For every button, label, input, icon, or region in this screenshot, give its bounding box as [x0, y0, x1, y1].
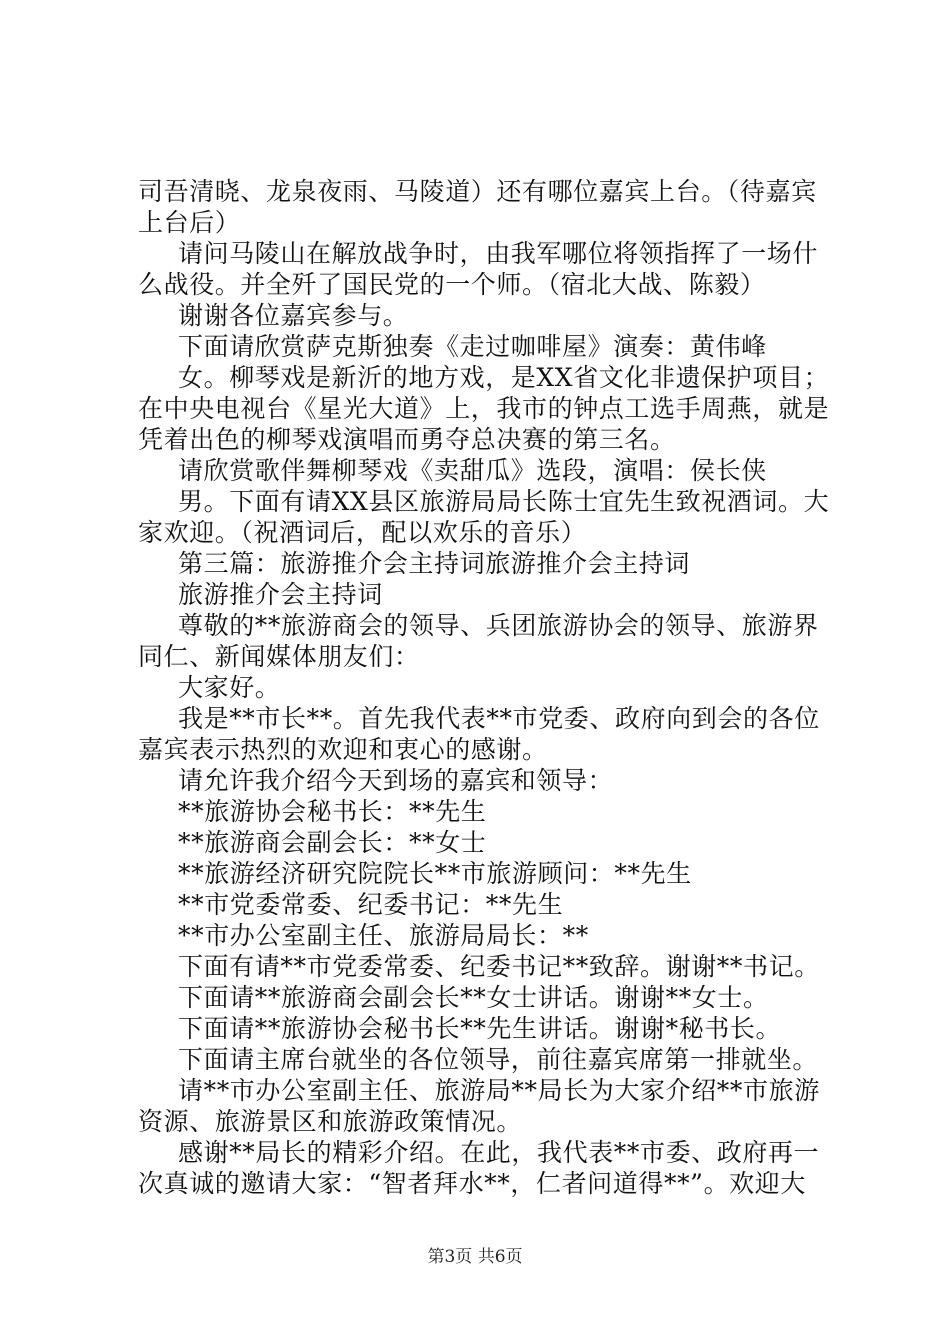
text-line: 我是**市长**。首先我代表**市党委、政府向到会的各位	[178, 704, 820, 733]
text-line: 旅游推介会主持词	[178, 580, 383, 609]
text-line: 下面请**旅游商会副会长**女士讲话。谢谢**女士。	[178, 983, 769, 1012]
text-line: 次真诚的邀请大家：“智者拜水**，仁者问道得**”。欢迎大	[138, 1169, 806, 1198]
text-line: 下面有请**市党委常委、纪委书记**致辞。谢谢**书记。	[178, 952, 820, 981]
document-body	[138, 176, 838, 1199]
text-line: **旅游协会秘书长：**先生	[178, 797, 487, 826]
text-line: 嘉宾表示热烈的欢迎和衷心的感谢。	[138, 735, 548, 764]
text-line: 上台后）	[138, 208, 241, 237]
text-line: 请欣赏歌伴舞柳琴戏《卖甜瓜》选段，演唱：侯长侠	[178, 456, 767, 485]
text-line: **旅游商会副会长：**女士	[178, 828, 487, 857]
text-line: **旅游经济研究院院长**市旅游顾问：**先生	[178, 859, 692, 888]
page-footer: 第3页 共6页	[427, 1247, 523, 1267]
text-line: 下面请**旅游协会秘书长**先生讲话。谢谢*秘书长。	[178, 1014, 782, 1043]
text-line: 男。下面有请XX县区旅游局局长陈士宜先生致祝酒词。大	[178, 487, 830, 516]
text-line: **市党委常委、纪委书记：**先生	[178, 890, 564, 919]
text-line: 请**市办公室副主任、旅游局**局长为大家介绍**市旅游	[178, 1076, 820, 1105]
text-line: 感谢**局长的精彩介绍。在此，我代表**市委、政府再一	[178, 1138, 820, 1167]
text-line: 下面请欣赏萨克斯独奏《走过咖啡屋》演奏：黄伟峰	[178, 332, 767, 361]
text-line: 下面请主席台就坐的各位领导，前往嘉宾席第一排就坐。	[178, 1045, 819, 1074]
text-line: 资源、旅游景区和旅游政策情况。	[138, 1107, 523, 1136]
text-line: 家欢迎。（祝酒词后，配以欢乐的音乐）	[138, 518, 587, 547]
text-line: **市办公室副主任、旅游局局长：**	[178, 921, 589, 950]
text-line: 第三篇：旅游推介会主持词旅游推介会主持词	[178, 549, 691, 578]
text-line: 女。柳琴戏是新沂的地方戏，是XX省文化非遗保护项目；	[178, 363, 830, 392]
text-line: 司吾清晓、龙泉夜雨、马陵道）还有哪位嘉宾上台。（待嘉宾	[138, 177, 817, 206]
text-line: 谢谢各位嘉宾参与。	[178, 301, 409, 330]
text-line: 凭着出色的柳琴戏演唱而勇夺总决赛的第三名。	[138, 425, 676, 454]
text-line: 在中央电视台《星光大道》上，我市的钟点工选手周燕，就是	[138, 394, 830, 423]
text-line: 么战役。并全歼了国民党的一个师。（宿北大战、陈毅）	[138, 270, 766, 299]
text-line: 请问马陵山在解放战争时，由我军哪位将领指挥了一场什	[178, 239, 819, 268]
text-line: 请允许我介绍今天到场的嘉宾和领导：	[178, 766, 614, 795]
text-line: 大家好。	[178, 673, 281, 702]
text-line: 同仁、新闻媒体朋友们：	[138, 642, 420, 671]
text-line: 尊敬的**旅游商会的领导、兵团旅游协会的领导、旅游界	[178, 611, 819, 640]
